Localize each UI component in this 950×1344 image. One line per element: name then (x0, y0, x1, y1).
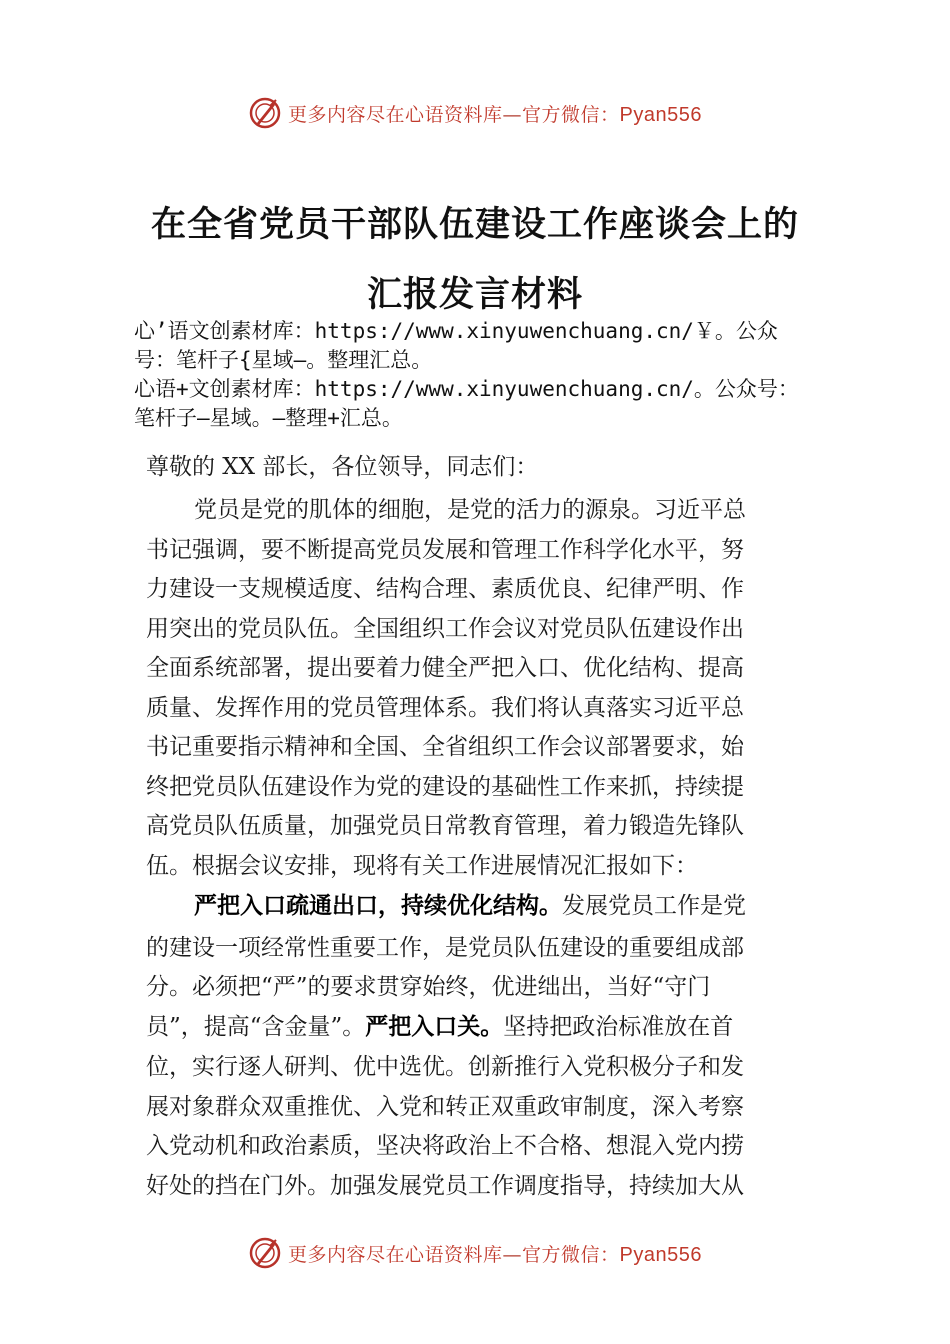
source-note-line: 心语+文创素材库：https://www.xinyuwenchuang.cn/。公众号： (134, 377, 799, 401)
section-heading: 严把入口疏通出口，持续优化结构。 (194, 893, 562, 919)
paragraph-line: 党员是党的肌体的细胞，是党的活力的源泉。习近平总 (194, 497, 746, 523)
greeting: 尊敬的 XX 部长，各位领导，同志们： (146, 454, 539, 480)
paragraph-line: 位，实行逐人研判、优中选优。创新推行入党积极分子和发 (146, 1054, 744, 1080)
paragraph-line: 伍。根据会议安排，现将有关工作进展情况汇报如下： (146, 853, 698, 879)
paragraph-line: 展对象群众双重推优、入党和转正双重政审制度，深入考察 (146, 1094, 744, 1120)
paragraph-line: 好处的挡在门外。加强发展党员工作调度指导，持续加大从 (146, 1173, 744, 1199)
paragraph-line: 力建设一支规模适度、结构合理、素质优良、纪律严明、作 (146, 576, 744, 602)
banner-text: 更多内容尽在心语资料库—官方微信：Pyan556 (288, 1243, 702, 1266)
document-title-line1: 在全省党员干部队伍建设工作座谈会上的 (150, 204, 799, 245)
paragraph-line: 用突出的党员队伍。全国组织工作会议对党员队伍建设作出 (146, 616, 744, 642)
source-note-line: 号：笔杆子{星域—。整理汇总。 (134, 348, 433, 372)
quill-logo-icon (248, 96, 282, 130)
footer-banner (0, 1233, 950, 1273)
paragraph-line: 入党动机和政治素质，坚决将政治上不合格、想混入党内捞 (146, 1133, 744, 1159)
paragraph-line: 严把入口疏通出口，持续优化结构。发展党员工作是党 (194, 893, 746, 919)
paragraph-line: 员”，提高“含金量”。严把入口关。坚持把政治标准放在首 (146, 1014, 734, 1040)
source-note-line: 心’语文创素材库：https://www.xinyuwenchuang.cn/￥。公众 (134, 319, 778, 343)
quill-logo-icon (248, 1236, 282, 1270)
paragraph-line: 终把党员队伍建设作为党的建设的基础性工作来抓，持续提 (146, 774, 744, 800)
paragraph-line: 分。必须把“严”的要求贯穿始终，优进绌出，当好“守门 (146, 974, 711, 1000)
header-banner (0, 93, 950, 133)
paragraph-line: 质量、发挥作用的党员管理体系。我们将认真落实习近平总 (146, 695, 744, 721)
paragraph-line: 的建设一项经常性重要工作，是党员队伍建设的重要组成部 (146, 935, 744, 961)
source-note-line: 笔杆子—星域。—整理+汇总。 (134, 406, 403, 430)
document-title-line2: 汇报发言材料 (366, 274, 583, 315)
banner-text: 更多内容尽在心语资料库—官方微信：Pyan556 (288, 103, 702, 126)
paragraph-line: 书记重要指示精神和全国、全省组织工作会议部署要求，始 (146, 734, 744, 760)
subsection-heading: 严把入口关。 (365, 1014, 504, 1040)
paragraph-line: 书记强调，要不断提高党员发展和管理工作科学化水平，努 (146, 537, 744, 563)
paragraph-line: 全面系统部署，提出要着力健全严把入口、优化结构、提高 (146, 655, 744, 681)
paragraph-line: 高党员队伍质量，加强党员日常教育管理，着力锻造先锋队 (146, 813, 744, 839)
